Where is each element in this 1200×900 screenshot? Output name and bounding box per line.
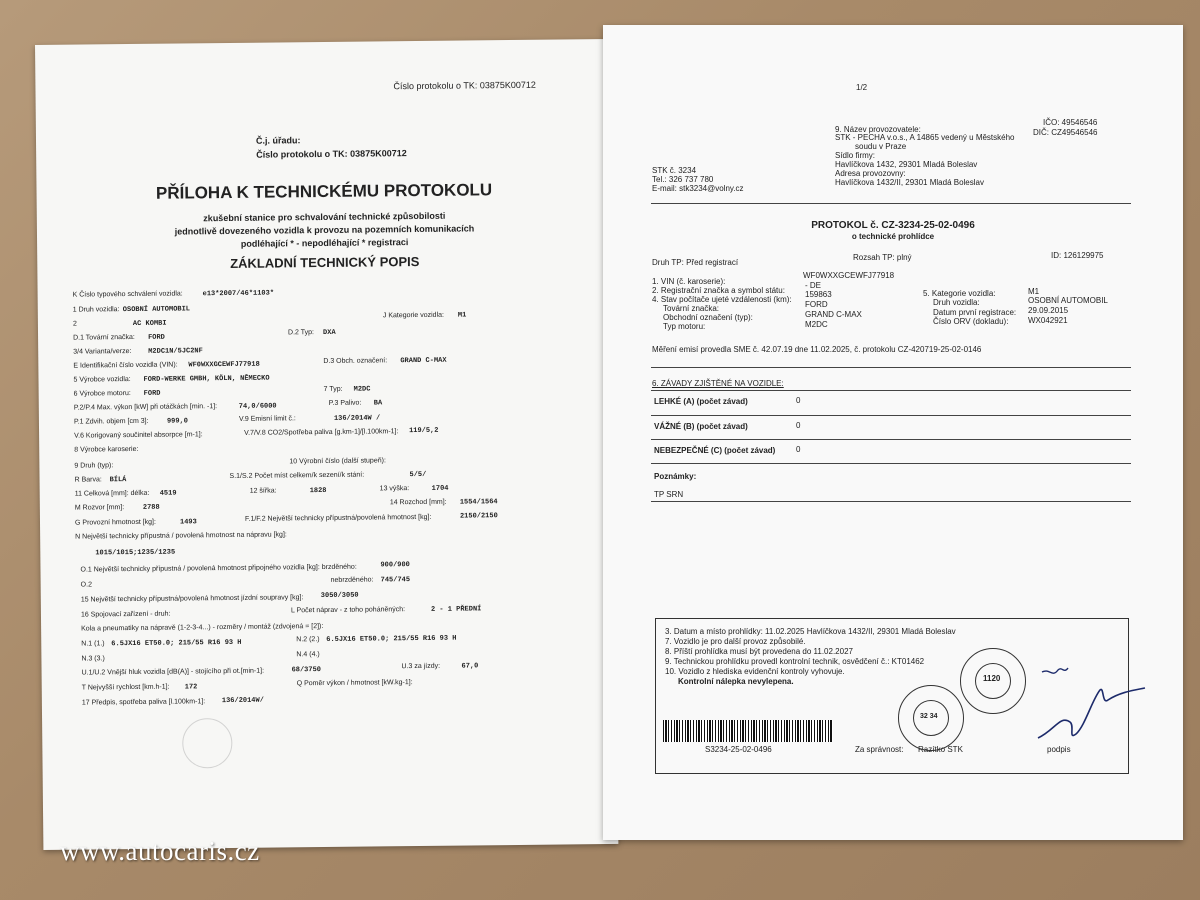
light-defects-label: LEHKÉ (A) (počet závad) xyxy=(654,397,748,406)
orv-label: Číslo ORV (dokladu): xyxy=(933,317,1009,326)
document-title: PŘÍLOHA K TECHNICKÉMU PROTOKOLU xyxy=(155,180,493,203)
email: E-mail: stk3234@volny.cz xyxy=(652,184,744,193)
stamp-number: 32 34 xyxy=(920,713,938,720)
field-value: 6.5JX16 ET50.0; 215/55 R16 93 H xyxy=(111,638,242,649)
field-value: 1493 xyxy=(179,518,197,527)
divider xyxy=(651,390,1131,391)
stamp-number: 1120 xyxy=(983,674,1001,683)
field-label: 5 Výrobce vozidla: xyxy=(73,376,131,384)
field-label: 17 Předpis, spotřeba paliva [l.100km-1]: xyxy=(81,698,206,707)
field-label: N.1 (1.) xyxy=(81,640,105,648)
vin-value: WF0WXXGCEWFJ77918 xyxy=(803,271,895,280)
divider xyxy=(651,203,1131,204)
field-value: M1 xyxy=(457,311,467,320)
stk-control-stamp-icon xyxy=(898,685,964,751)
field-label: P.3 Palivo: xyxy=(328,399,362,407)
field-value: 1554/1564 xyxy=(459,498,498,507)
left-document xyxy=(35,39,618,850)
field-value: 172 xyxy=(184,683,198,692)
field-value: 2150/2150 xyxy=(459,512,498,521)
field-label: 16 Spojovací zařízení - druh: xyxy=(80,610,171,619)
make-value: FORD xyxy=(805,300,828,309)
field-label: 13 výška: xyxy=(379,485,410,493)
operator-label: 9. Název provozovatele: xyxy=(835,125,921,134)
field-label: 2 xyxy=(72,320,77,328)
field-label: nebrzděného: xyxy=(330,576,374,584)
trade-name-value: GRAND C-MAX xyxy=(805,310,862,319)
inspection-id: ID: 126129975 xyxy=(1051,251,1104,260)
field-label: 11 Celková [mm]: délka: xyxy=(74,489,150,498)
field-value: 136/2014W/ xyxy=(221,696,264,706)
dic: DIČ: CZ49546546 xyxy=(1033,128,1098,137)
field-label: 3/4 Varianta/verze: xyxy=(73,348,132,356)
field-label: K Číslo typového schválení vozidla: xyxy=(72,290,183,299)
field-value: GRAND C-MAX xyxy=(400,356,447,366)
protocol-number-top: Číslo protokolu o TK: 03875K00712 xyxy=(393,79,536,92)
registration-value: - DE xyxy=(805,281,821,290)
emission-note: Měření emisí provedla SME č. 42.07.19 dne 11.02.2025, č. protokolu CZ-420719-25-02-0146 xyxy=(652,345,982,354)
field-label: N Největší technicky přípustná / povolená hmotnost na nápravu [kg]: xyxy=(75,531,287,541)
subtitle-1: zkušební stanice pro schvalování technické způsobilosti xyxy=(203,210,446,224)
field-label: U.3 za jízdy: xyxy=(401,662,441,671)
field-value: WF0WXXGCEWFJ77918 xyxy=(188,360,260,370)
telephone: Tel.: 326 737 780 xyxy=(652,175,714,184)
field-value: FORD-WERKE GMBH, KÖLN, NĚMECKO xyxy=(143,374,270,384)
serious-defects-value: 0 xyxy=(796,421,801,430)
field-value: 6.5JX16 ET50.0; 215/55 R16 93 H xyxy=(326,634,457,644)
odometer-value: 159863 xyxy=(805,290,832,299)
field-label: 10 Výrobní číslo (další stupeň): xyxy=(289,457,386,466)
vehicle-kind-value: OSOBNÍ AUTOMOBIL xyxy=(1028,296,1108,305)
stk-technician-stamp-icon xyxy=(960,648,1026,714)
field-label: O.1 Největší technicky přípustná / povolená hmotnost připojného vozidla [kg]: brzděného: xyxy=(80,563,357,574)
field-value: FORD xyxy=(143,389,161,398)
technician-statement: 9. Technickou prohlídku provedl kontrolní technik, osvědčení č.: KT01462 xyxy=(665,657,925,666)
field-value: BÍLÁ xyxy=(109,476,127,485)
field-value: 745/745 xyxy=(380,576,411,585)
subtitle-2: jednotlivě dovezeného vozidla k provozu na pozemních komunikacích xyxy=(174,223,475,237)
field-label: J Kategorie vozidla: xyxy=(382,311,444,320)
faded-stamp-icon xyxy=(182,718,233,769)
divider xyxy=(651,439,1131,440)
engine-type-label: Typ motoru: xyxy=(663,322,706,331)
divider xyxy=(651,463,1131,464)
field-label: L Počet náprav - z toho poháněných: xyxy=(290,606,406,615)
inspection-scope: Rozsah TP: plný xyxy=(853,253,912,262)
field-value: BA xyxy=(373,399,383,408)
watermark: www.autocaris.cz xyxy=(60,836,260,866)
divider xyxy=(651,415,1131,416)
signature-label: podpis xyxy=(1047,745,1071,754)
field-label: E Identifikační číslo vozidla (VIN): xyxy=(73,361,178,370)
defects-title: 6. ZÁVADY ZJIŠTĚNÉ NA VOZIDLE: xyxy=(652,379,784,388)
field-label: 15 Největší technicky přípustná/povolená hmotnost jízdní soupravy [kg]: xyxy=(80,594,304,604)
field-value: 2 - 1 PŘEDNÍ xyxy=(430,605,482,614)
field-value: 1828 xyxy=(309,486,327,496)
category-label: 5. Kategorie vozidla: xyxy=(923,289,996,298)
sticker-note: Kontrolní nálepka nevylepena. xyxy=(678,677,794,686)
operator-court: soudu v Praze xyxy=(855,142,907,151)
serious-defects-label: VÁŽNÉ (B) (počet závad) xyxy=(654,422,748,431)
field-value: 68/3750 xyxy=(291,666,322,675)
field-label: N.3 (3.) xyxy=(81,655,105,663)
field-label: D.3 Obch. označení: xyxy=(323,357,388,365)
divider xyxy=(651,367,1131,368)
first-registration-label: Datum první registrace: xyxy=(933,308,1017,317)
field-value: 900/900 xyxy=(380,561,410,570)
notes-label: Poznámky: xyxy=(654,472,697,481)
protocol-subtitle: o technické prohlídce xyxy=(851,232,935,241)
field-label: V.6 Korigovaný součinitel absorpce [m-1]: xyxy=(74,431,203,440)
signature-icon xyxy=(1030,660,1150,750)
field-value: M2DC xyxy=(353,385,371,394)
vehicle-kind-label: Druh vozidla: xyxy=(933,298,980,307)
cj-label: Č.j. úřadu: xyxy=(255,135,301,146)
field-label: 7 Typ: xyxy=(323,385,343,393)
roadworthy-statement: 7. Vozidlo je pro další provoz způsobilé. xyxy=(665,637,806,646)
field-value: 5/5/ xyxy=(409,470,427,480)
field-value: FORD xyxy=(148,333,165,342)
field-label: V.9 Emisní limit č.: xyxy=(238,415,296,423)
field-label: P.2/P.4 Max. výkon [kW] při otáčkách [min. -1]: xyxy=(73,403,218,412)
vin-label: 1. VIN (č. karoserie): xyxy=(652,277,726,286)
field-label: M Rozvor [mm]: xyxy=(74,504,125,512)
next-inspection: 8. Příští prohlídka musí být provedena do 11.02.2027 xyxy=(665,647,853,656)
field-label: U.1/U.2 Vnější hluk vozidla [dB(A)] - stojícího při ot.[min-1]: xyxy=(81,667,265,677)
field-value: AC KOMBI xyxy=(132,319,167,328)
field-value: 1704 xyxy=(431,484,449,493)
dangerous-defects-label: NEBEZPEČNÉ (C) (počet závad) xyxy=(654,446,776,455)
light-defects-value: 0 xyxy=(796,396,801,405)
field-value: OSOBNÍ AUTOMOBIL xyxy=(122,305,191,315)
field-label: V.7/V.8 CO2/Spotřeba paliva [g.km-1]/[l.100km-1]: xyxy=(244,428,399,437)
field-label: D.1 Tovární značka: xyxy=(73,333,135,342)
field-value: e13*2007/46*1103* xyxy=(202,289,275,299)
first-registration-value: 29.09.2015 xyxy=(1028,306,1069,315)
registration-check: 10. Vozidlo z hlediska evidenční kontroly vyhovuje. xyxy=(665,667,845,676)
field-label: Kola a pneumatiky na nápravě (1-2-3-4...) - rozměry / montáž (zdvojená = [2]): xyxy=(81,623,324,633)
divider xyxy=(651,501,1131,502)
field-value: 67,0 xyxy=(461,662,479,671)
field-label: R Barva: xyxy=(74,476,102,484)
field-label: T Nejvyšší rychlost [km.h-1]: xyxy=(81,683,170,692)
inspection-date-place: 3. Datum a místo prohlídky: 11.02.2025 Havlíčkova 1432/II, 29301 Mladá Boleslav xyxy=(665,627,956,636)
field-label: P.1 Zdvih. objem [cm 3]: xyxy=(73,417,149,426)
field-value: 3050/3050 xyxy=(320,591,359,601)
stamp-label: Razítko STK xyxy=(918,745,963,754)
field-value: 1015/1015;1235/1235 xyxy=(95,548,176,558)
seat-address: Havlíčkova 1432, 29301 Mladá Boleslav xyxy=(835,160,978,169)
page-number: 1/2 xyxy=(856,83,868,92)
ico: IČO: 49546546 xyxy=(1043,118,1098,127)
premises-label: Adresa provozovny: xyxy=(835,169,906,178)
operator-name: STK - PECHA v.o.s., A 14865 vedený u Městského xyxy=(835,133,1015,142)
field-label: O.2 xyxy=(80,581,92,589)
inspection-type: Druh TP: Před registrací xyxy=(652,258,739,267)
field-label: F.1/F.2 Největší technicky přípustná/povolená hmotnost [kg]: xyxy=(244,513,432,523)
field-value: M2DC1N/5JC2NF xyxy=(148,347,203,356)
trade-name-label: Obchodní označení (typ): xyxy=(663,313,753,322)
make-label: Tovární značka: xyxy=(663,304,720,313)
category-value: M1 xyxy=(1028,287,1040,296)
barcode-text: S3234-25-02-0496 xyxy=(705,745,772,754)
field-label: N.4 (4.) xyxy=(296,651,320,659)
field-label: 6 Výrobce motoru: xyxy=(73,390,131,398)
subtitle-3: podléhající * - nepodléhající * registraci xyxy=(240,237,409,249)
field-value: 136/2014W / xyxy=(333,414,381,423)
barcode-icon xyxy=(663,720,833,742)
notes-value: TP SRN xyxy=(654,490,684,499)
field-label: 14 Rozchod [mm]: xyxy=(389,498,447,507)
field-value: 999,0 xyxy=(166,417,189,426)
field-label: D.2 Typ: xyxy=(287,329,315,337)
field-value: 119/5,2 xyxy=(409,426,439,436)
premises-address: Havlíčkova 1432/II, 29301 Mladá Boleslav xyxy=(835,178,984,187)
field-label: 12 šířka: xyxy=(249,487,277,495)
seat-label: Sídlo firmy: xyxy=(835,151,876,160)
field-label: 1 Druh vozidla: xyxy=(72,306,120,314)
field-label: 9 Druh (typ): xyxy=(74,462,114,470)
dangerous-defects-value: 0 xyxy=(796,445,801,454)
field-label: N.2 (2.) xyxy=(296,636,320,644)
field-value: DXA xyxy=(322,328,336,337)
field-value: 2788 xyxy=(142,503,160,512)
field-label: G Provozní hmotnost [kg]: xyxy=(74,518,156,527)
section-title: ZÁKLADNÍ TECHNICKÝ POPIS xyxy=(230,253,420,271)
stk-number: STK č. 3234 xyxy=(652,166,697,175)
protocol-number-mid: Číslo protokolu o TK: 03875K00712 xyxy=(256,148,407,160)
za-spravnost: Za správnost: xyxy=(855,745,904,754)
field-value: 74,0/6000 xyxy=(238,402,277,411)
field-label: Q Poměr výkon / hmotnost [kW.kg-1]: xyxy=(296,679,413,688)
odometer-label: 4. Stav počítače ujeté vzdálenosti (km): xyxy=(652,295,792,304)
registration-label: 2. Registrační značka a symbol státu: xyxy=(652,286,785,295)
protocol-title: PROTOKOL č. CZ-3234-25-02-0496 xyxy=(811,220,975,231)
field-label: S.1/S.2 Počet míst celkem/k sezení/k stání: xyxy=(229,471,365,480)
orv-value: WX042921 xyxy=(1028,316,1068,325)
field-label: 8 Výrobce karoserie: xyxy=(74,445,139,454)
engine-type-value: M2DC xyxy=(805,320,828,329)
field-value: 4519 xyxy=(159,489,177,498)
